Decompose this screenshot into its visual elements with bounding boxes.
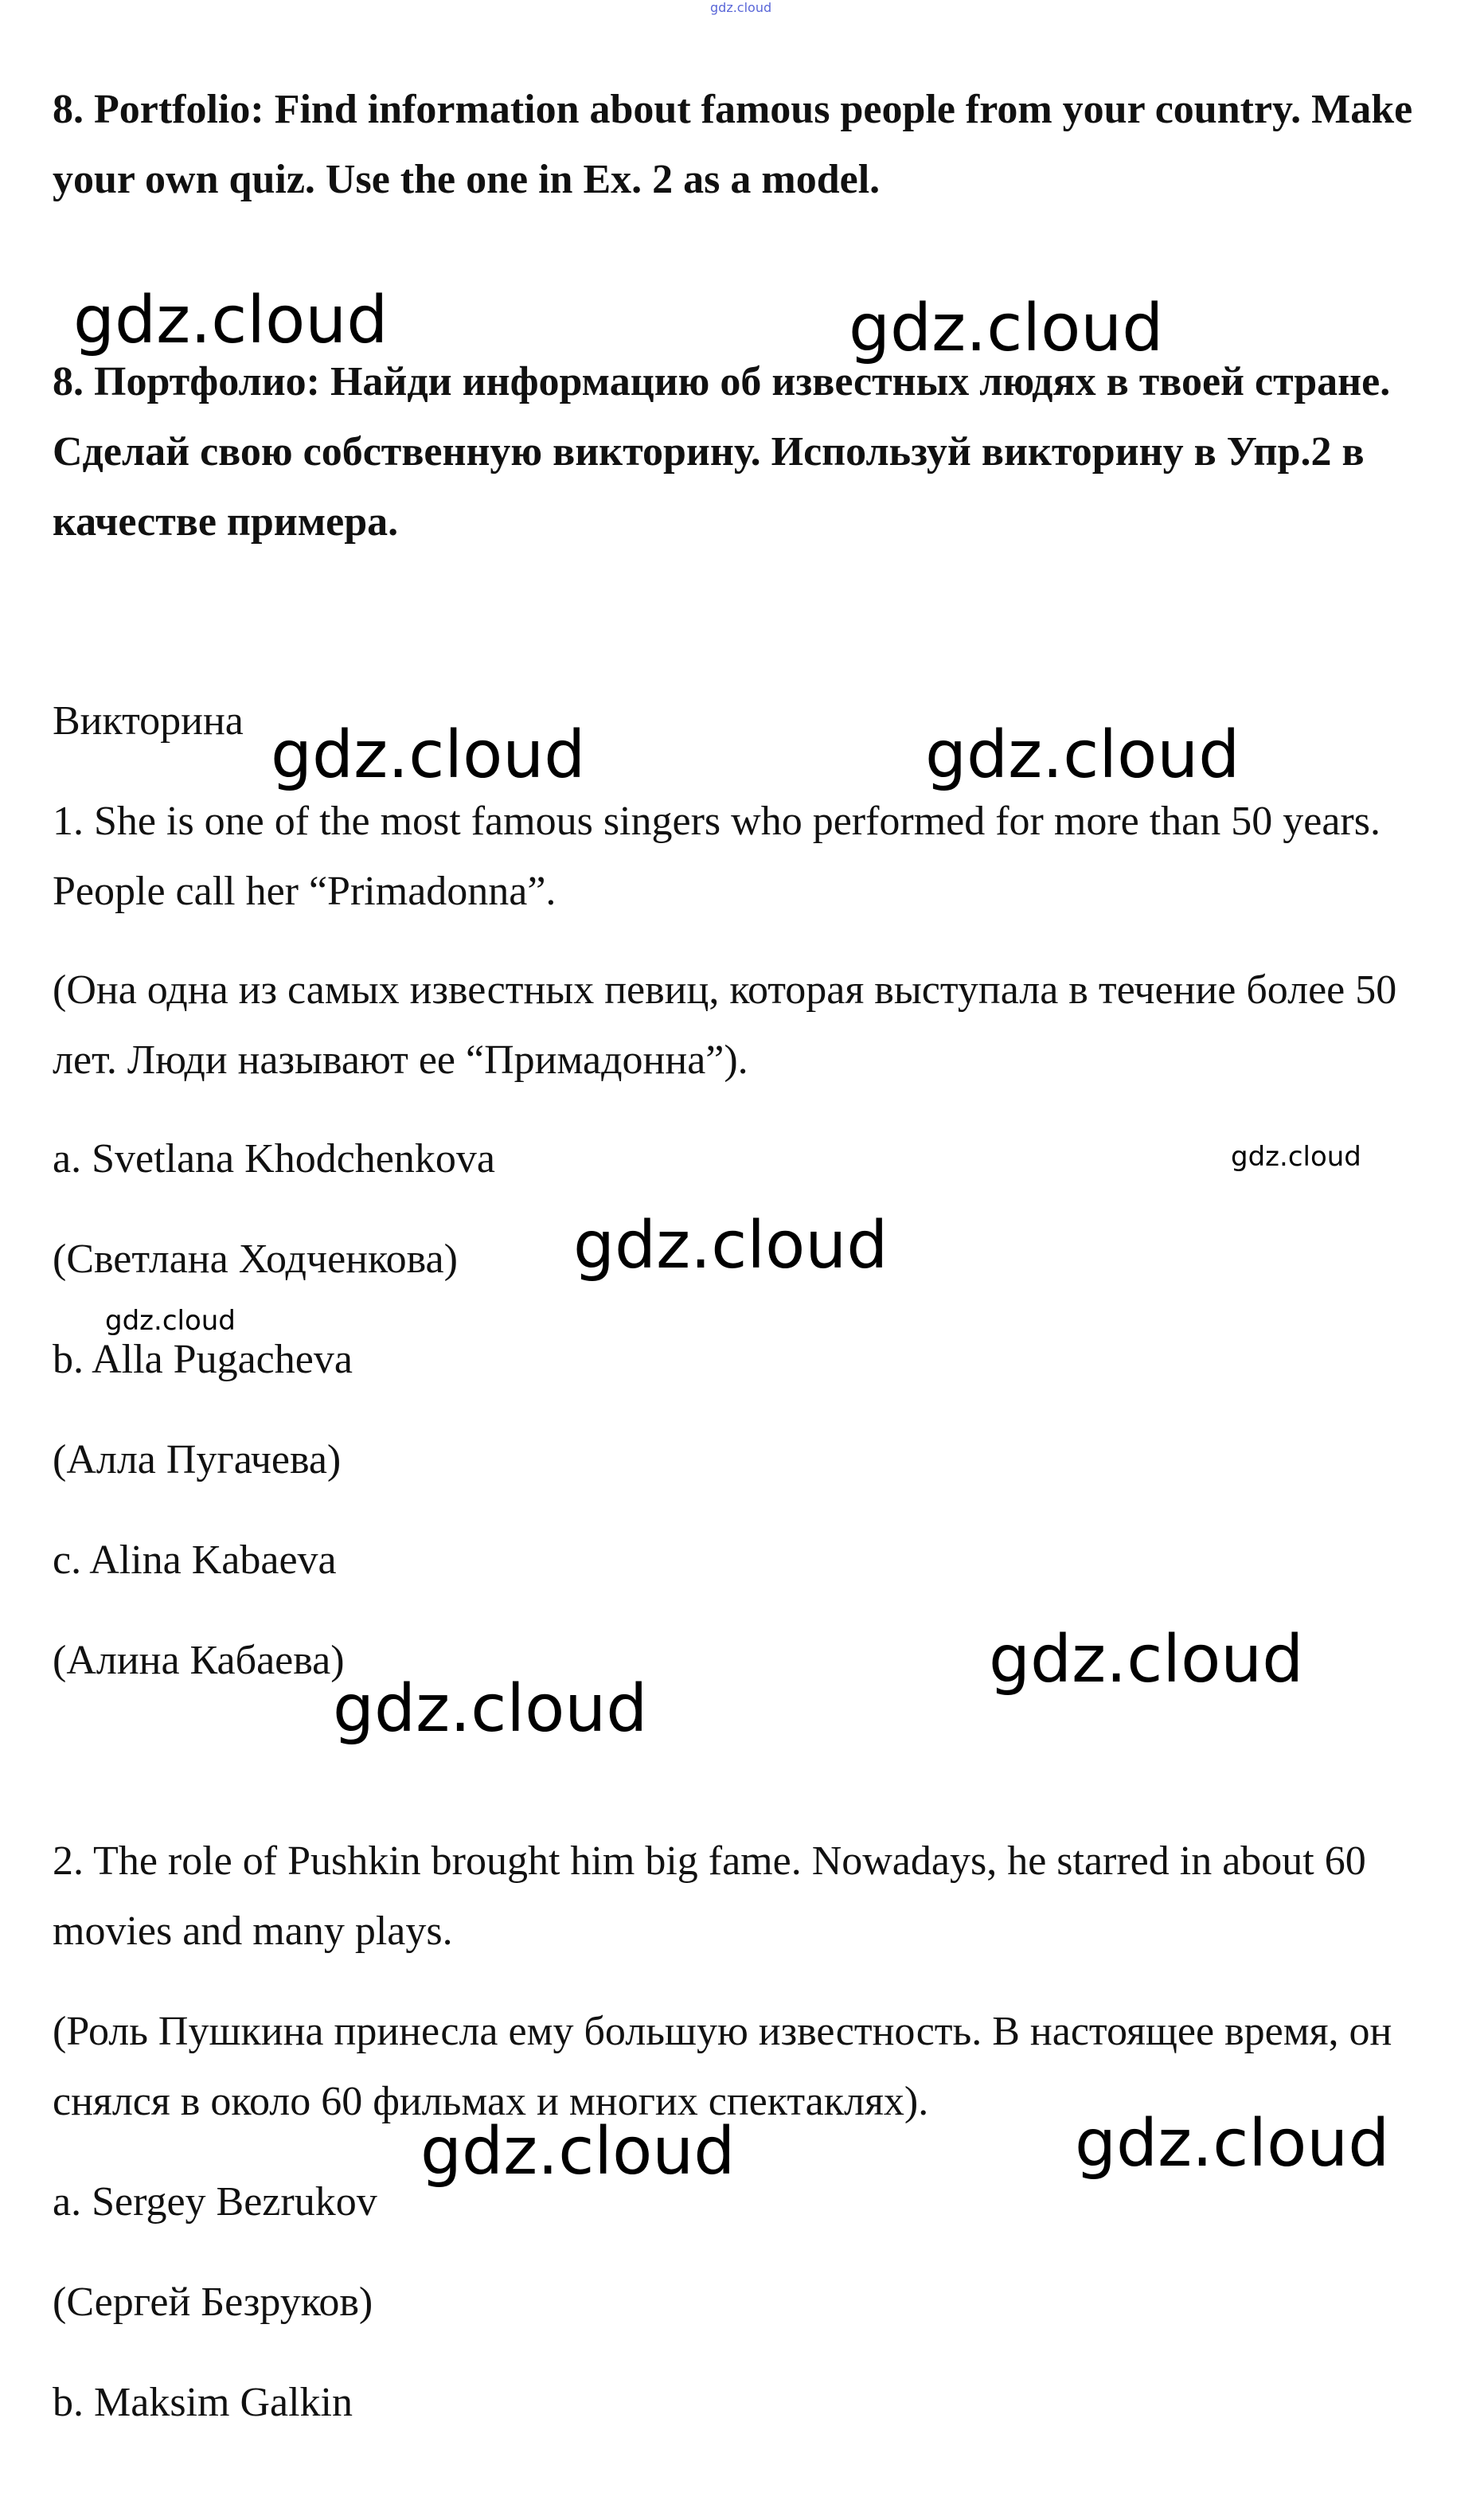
watermark-text-small: gdz.cloud — [1231, 1141, 1361, 1173]
watermark-text: gdz.cloud — [989, 1622, 1304, 1697]
watermark-text: gdz.cloud — [271, 717, 586, 793]
watermark-text: gdz.cloud — [73, 283, 389, 358]
question-2-option-a-translation: (Сергей Безруков) — [53, 2279, 373, 2325]
header-watermark: gdz.cloud — [710, 0, 772, 15]
watermark-text: gdz.cloud — [1075, 2106, 1390, 2182]
watermark-text: gdz.cloud — [333, 1671, 648, 1747]
task-english: 8. Portfolio: Find information about famous people from your country. Make your own quiz. Use the one in Ex. 2 as a model. — [53, 87, 1413, 202]
quiz-title: Викторина — [53, 698, 244, 744]
watermark-text: gdz.cloud — [925, 717, 1240, 793]
question-1-option-c-translation: (Алина Кабаева) — [53, 1638, 345, 1683]
question-1-option-c: c. Alina Kabaeva — [53, 1537, 337, 1583]
question-2-option-b: b. Maksim Galkin — [53, 2380, 353, 2425]
question-1-russian: (Она одна из самых известных певиц, которая выступала в течение более 50 лет. Люди называют ее “Примадонна”). — [53, 967, 1397, 1083]
question-1-option-b: b. Alla Pugacheva — [53, 1337, 353, 1382]
task-russian: 8. Портфолио: Найди информацию об известных людях в твоей стране. Сделай свою собственную викторину. Используй викторину в Упр.2 в качестве примера. — [53, 359, 1391, 545]
watermark-text: gdz.cloud — [849, 291, 1164, 366]
question-1-option-a-translation: (Светлана Ходченкова) — [53, 1236, 458, 1282]
question-2-english: 2. The role of Pushkin brought him big fame. Nowadays, he starred in about 60 movies and many plays. — [53, 1838, 1366, 1954]
watermark-text-small: gdz.cloud — [105, 1305, 236, 1337]
watermark-text: gdz.cloud — [573, 1208, 888, 1283]
question-1-option-a: a. Svetlana Khodchenkova — [53, 1136, 495, 1182]
question-2-option-a: a. Sergey Bezrukov — [53, 2179, 377, 2225]
watermark-text: gdz.cloud — [420, 2114, 736, 2190]
question-1-option-b-translation: (Алла Пугачева) — [53, 1437, 342, 1482]
question-2-russian: (Роль Пушкина принесла ему большую известность. В настоящее время, он снялся в около 60 фильмах и многих спектаклях). — [53, 2009, 1392, 2124]
question-1-english: 1. She is one of the most famous singers who performed for more than 50 years. People call her “Primadonna”. — [53, 799, 1381, 914]
